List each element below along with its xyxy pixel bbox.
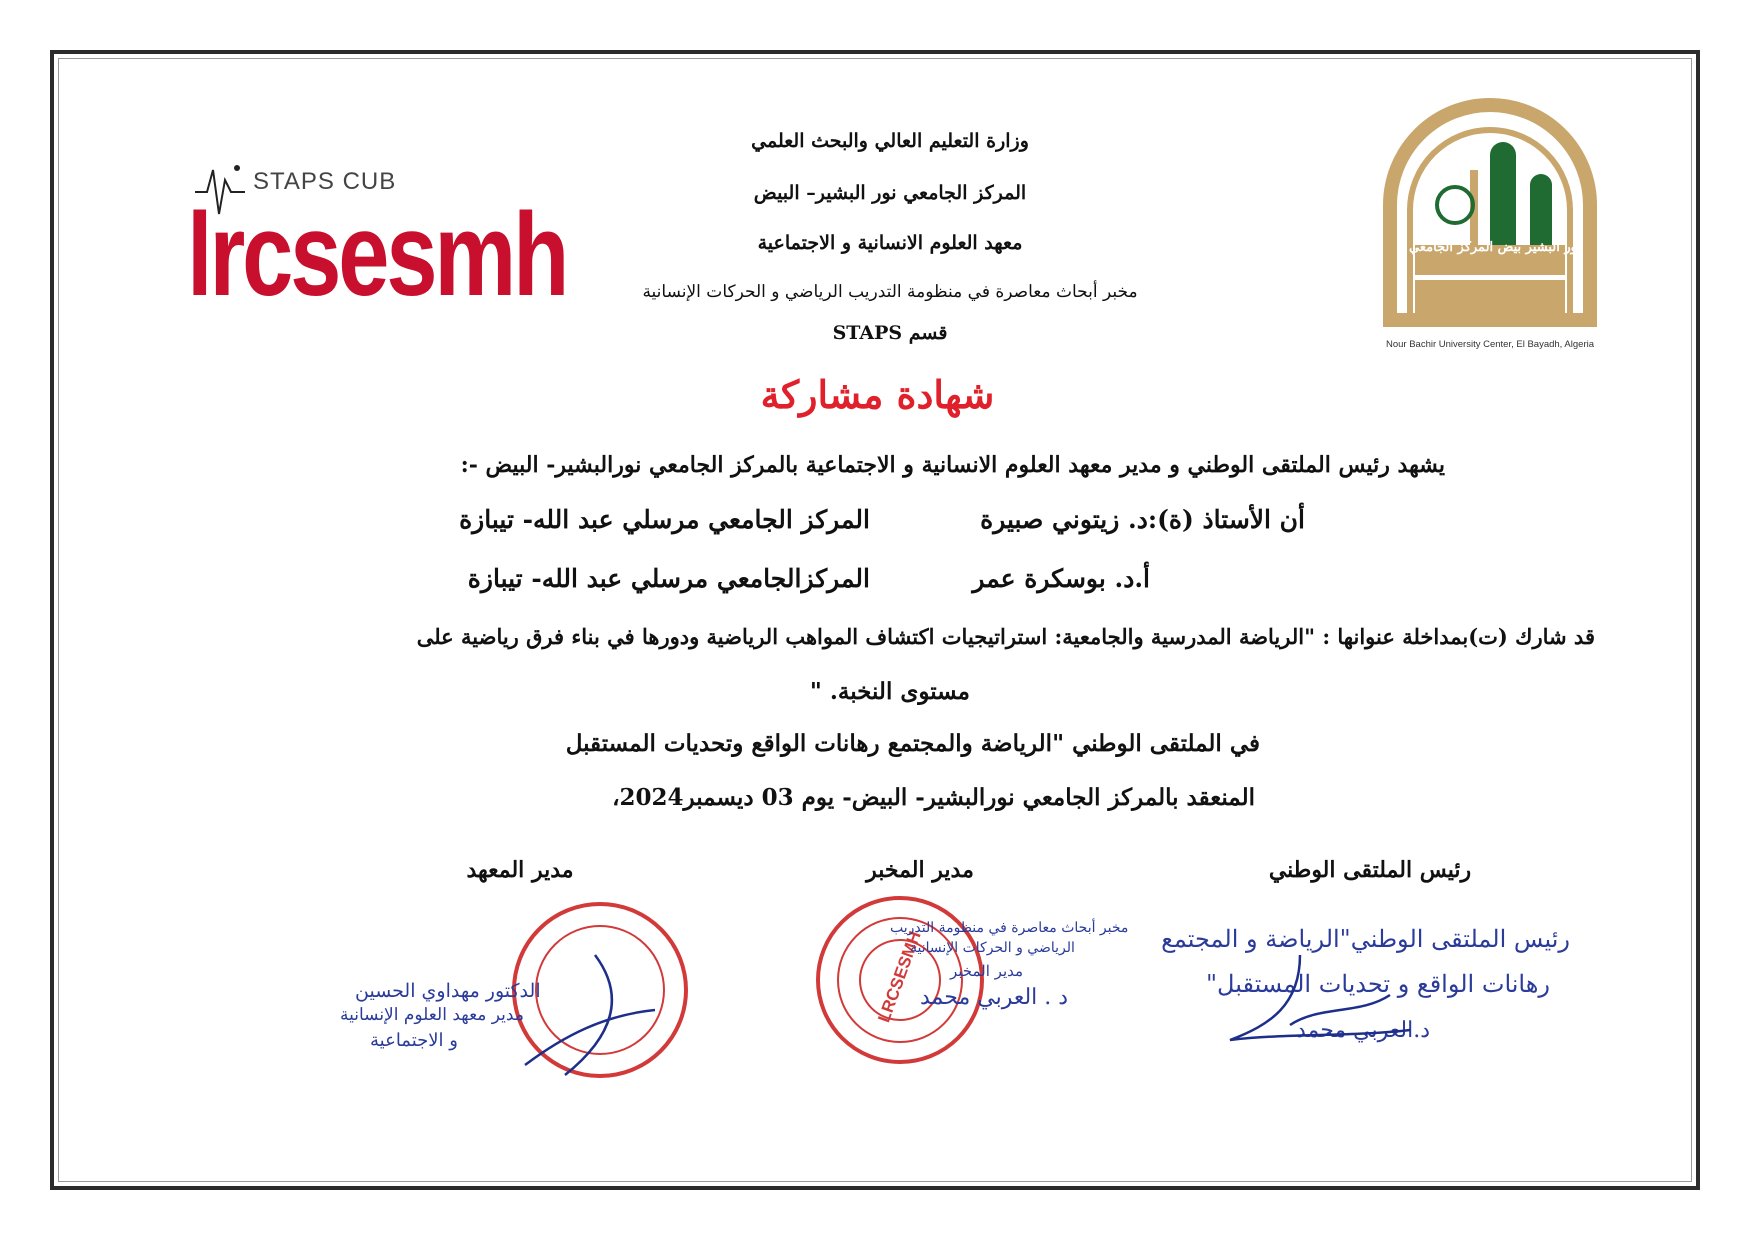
chair-title: رئيس الملتقى الوطني bbox=[1268, 857, 1472, 883]
logo-big-text: lrcsesmh bbox=[187, 189, 567, 321]
staps-lab-logo bbox=[175, 130, 567, 330]
lab-stamp-line-3: مدير المخبر bbox=[950, 962, 1024, 980]
chair-signature-icon bbox=[1150, 915, 1510, 1065]
chair-stamp-line-1: رئيس الملتقى الوطني"الرياضة و المجتمع bbox=[1161, 925, 1570, 953]
event-line: في الملتقى الوطني "الرياضة والمجتمع رهانات الواقع وتحديات المستقبل bbox=[565, 730, 1260, 757]
lab-stamp-line-4: د . العربي محمد bbox=[920, 985, 1069, 1010]
university-logo-caption: Nour Bachir University Center, El Bayadh, Algeria bbox=[1385, 339, 1595, 350]
header-lab: مخبر أبحاث معاصرة في منظومة التدريب الرياضي و الحركات الإنسانية bbox=[642, 282, 1138, 302]
header-department: قسم STAPS bbox=[832, 322, 948, 344]
participant-1-name: أن الأستاذ (ة):د. زيتوني صبيرة bbox=[980, 505, 1305, 534]
university-emblem-icon bbox=[1370, 95, 1610, 335]
lab-director-title: مدير المخبر bbox=[866, 857, 974, 883]
certificate-intro: يشهد رئيس الملتقى الوطني و مدير معهد العلوم الانسانية و الاجتماعية بالمركز الجامعي نورالبشير- البيض -: bbox=[460, 452, 1445, 478]
lab-stamp-line-2: الرياضي و الحركات الإنسانية bbox=[910, 940, 1075, 956]
certificate-title: شهادة مشاركة bbox=[760, 372, 995, 417]
participant-2-name: أ.د. بوسكرة عمر bbox=[972, 564, 1150, 593]
inst-stamp-line-1: الدكتور مهداوي الحسين bbox=[355, 980, 541, 1002]
lab-stamp-line-1: مخبر أبحاث معاصرة في منظومة التدريب bbox=[890, 920, 1129, 936]
participant-2-affiliation: المركزالجامعي مرسلي عبد الله- تيبازة bbox=[467, 564, 870, 593]
logo-small-text: STAPS CUB bbox=[253, 168, 397, 195]
header-ministry: وزارة التعليم العالي والبحث العلمي bbox=[751, 130, 1029, 152]
chair-stamp-line-2: رهانات الواقع و تحديات المستقبل" bbox=[1205, 970, 1550, 998]
institute-director-title: مدير المعهد bbox=[466, 857, 574, 883]
venue-line: المنعقد بالمركز الجامعي نورالبشير- البيض- يوم 03 ديسمبر2024، bbox=[612, 784, 1255, 811]
participant-1-affiliation: المركز الجامعي مرسلي عبد الله- تيبازة bbox=[459, 505, 870, 534]
chair-stamp-line-3: د.العربي محمد bbox=[1295, 1018, 1430, 1043]
paper-title-line-1: قد شارك (ت)بمداخلة عنوانها : "الرياضة المدرسية والجامعية: استراتيجيات اكتشاف المواهب الرياضية ودورها في بناء فرق رياضية على bbox=[416, 624, 1595, 649]
paper-title-line-2: مستوى النخبة. " bbox=[809, 678, 970, 705]
university-logo-text: نور البشير بيض المركز الجامعي bbox=[1409, 240, 1581, 255]
university-logo bbox=[1360, 95, 1620, 355]
header-center: المركز الجامعي نور البشير– البيض bbox=[753, 182, 1027, 204]
lab-seal-text: LRCSESMH bbox=[874, 928, 925, 1025]
inst-stamp-line-3: و الاجتماعية bbox=[370, 1030, 458, 1051]
header-institute: معهد العلوم الانسانية و الاجتماعية bbox=[757, 232, 1023, 254]
inst-stamp-line-2: مدير معهد العلوم الإنسانية bbox=[340, 1005, 524, 1025]
